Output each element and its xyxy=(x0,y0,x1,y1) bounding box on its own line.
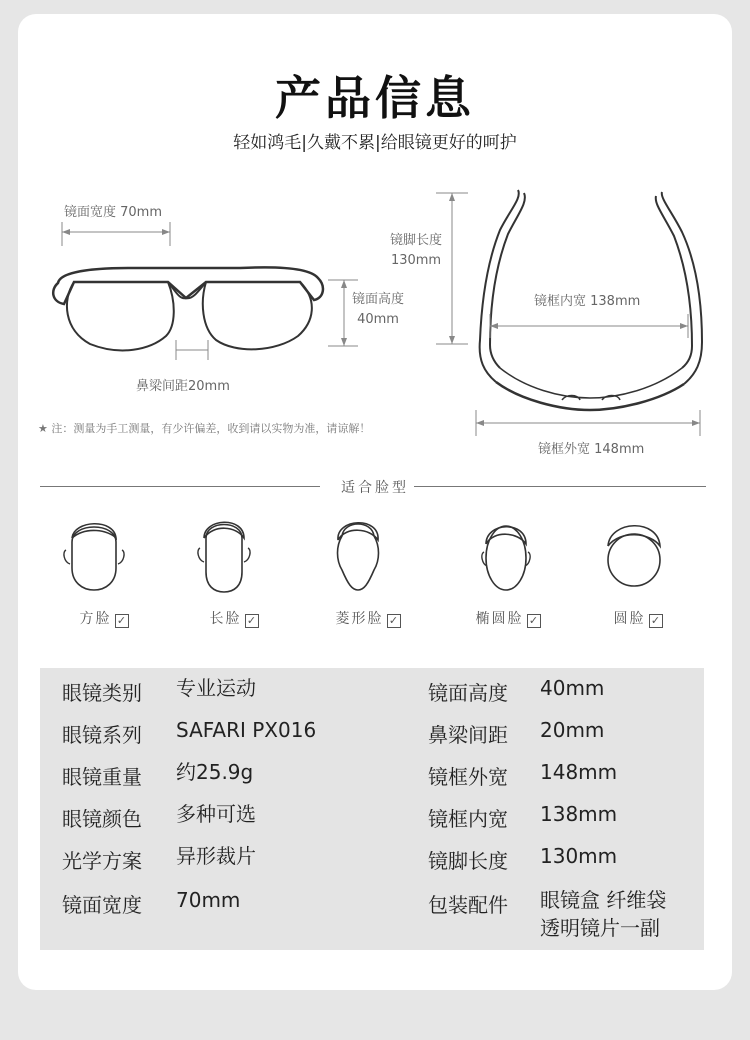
spec-key: 眼镜系列 xyxy=(62,723,142,747)
temple-length-value: 130mm xyxy=(390,253,442,268)
spec-value: 70mm xyxy=(176,888,241,912)
round-face-icon xyxy=(596,512,672,596)
checkbox-icon: ✓ xyxy=(115,614,129,628)
square-face-icon xyxy=(56,512,132,596)
spec-key: 镜框外宽 xyxy=(428,765,508,789)
diamond-face-icon xyxy=(320,512,396,596)
checkbox-icon: ✓ xyxy=(527,614,541,628)
spec-value: 40mm xyxy=(540,676,605,700)
spec-key: 眼镜颜色 xyxy=(62,807,142,831)
glasses-top-diagram xyxy=(0,0,750,460)
face-label-diamond xyxy=(318,608,418,628)
spec-key: 光学方案 xyxy=(62,849,142,873)
spec-key: 包装配件 xyxy=(428,893,508,917)
outer-width-label: 镜框外宽 148mm xyxy=(538,442,645,457)
face-label-oval xyxy=(458,608,558,628)
spec-key: 镜框内宽 xyxy=(428,807,508,831)
checkbox-icon: ✓ xyxy=(245,614,259,628)
temple-length-title: 镜脚长度 xyxy=(390,233,443,248)
spec-key: 镜面高度 xyxy=(428,681,508,705)
spec-value: 约25.9g xyxy=(176,760,254,784)
lens-height-value: 40mm xyxy=(357,312,399,327)
face-section-title: 适合脸型 xyxy=(341,480,409,496)
spec-value: 异形裁片 xyxy=(176,844,256,868)
face-label-long xyxy=(184,608,284,628)
bridge-label: 鼻梁间距20mm xyxy=(136,379,230,394)
spec-key: 鼻梁间距 xyxy=(428,723,508,747)
face-label-text: 菱形脸 xyxy=(335,611,384,627)
face-label-text: 方脸 xyxy=(79,611,112,627)
page-title: 产品信息 xyxy=(275,71,475,125)
measurement-note: ★ 注：测量为手工测量，有少许偏差，收到请以实物为准，请谅解！ xyxy=(38,422,371,435)
lens-width-label: 镜面宽度 70mm xyxy=(64,205,163,220)
spec-value: 20mm xyxy=(540,718,605,742)
spec-key: 镜面宽度 xyxy=(62,893,142,917)
spec-value: SAFARI PX016 xyxy=(176,718,317,742)
face-label-text: 长脸 xyxy=(209,611,242,627)
page-subtitle: 轻如鸿毛|久戴不累|给眼镜更好的呵护 xyxy=(233,133,517,153)
face-label-square xyxy=(54,608,154,628)
spec-value: 眼镜盒 纤维袋 xyxy=(540,888,667,912)
spec-value: 多种可选 xyxy=(176,802,256,826)
spec-value: 透明镜片一副 xyxy=(540,916,660,940)
face-label-text: 圆脸 xyxy=(613,611,646,627)
spec-value: 148mm xyxy=(540,760,618,784)
lens-height-title: 镜面高度 xyxy=(352,292,405,307)
long-face-icon xyxy=(186,512,262,596)
face-label-round xyxy=(588,608,688,628)
lens-height-label xyxy=(352,290,404,330)
spec-value: 130mm xyxy=(540,844,618,868)
spec-value: 专业运动 xyxy=(176,676,256,700)
oval-face-icon xyxy=(468,512,544,596)
face-label-text: 椭圆脸 xyxy=(475,611,524,627)
spec-key: 镜脚长度 xyxy=(428,849,508,873)
spec-table xyxy=(40,668,704,950)
checkbox-icon: ✓ xyxy=(387,614,401,628)
spec-value: 138mm xyxy=(540,802,618,826)
spec-key: 眼镜重量 xyxy=(62,765,142,789)
checkbox-icon: ✓ xyxy=(649,614,663,628)
spec-key: 眼镜类别 xyxy=(62,681,142,705)
inner-width-label: 镜框内宽 138mm xyxy=(534,294,641,309)
temple-length-label xyxy=(390,231,442,271)
